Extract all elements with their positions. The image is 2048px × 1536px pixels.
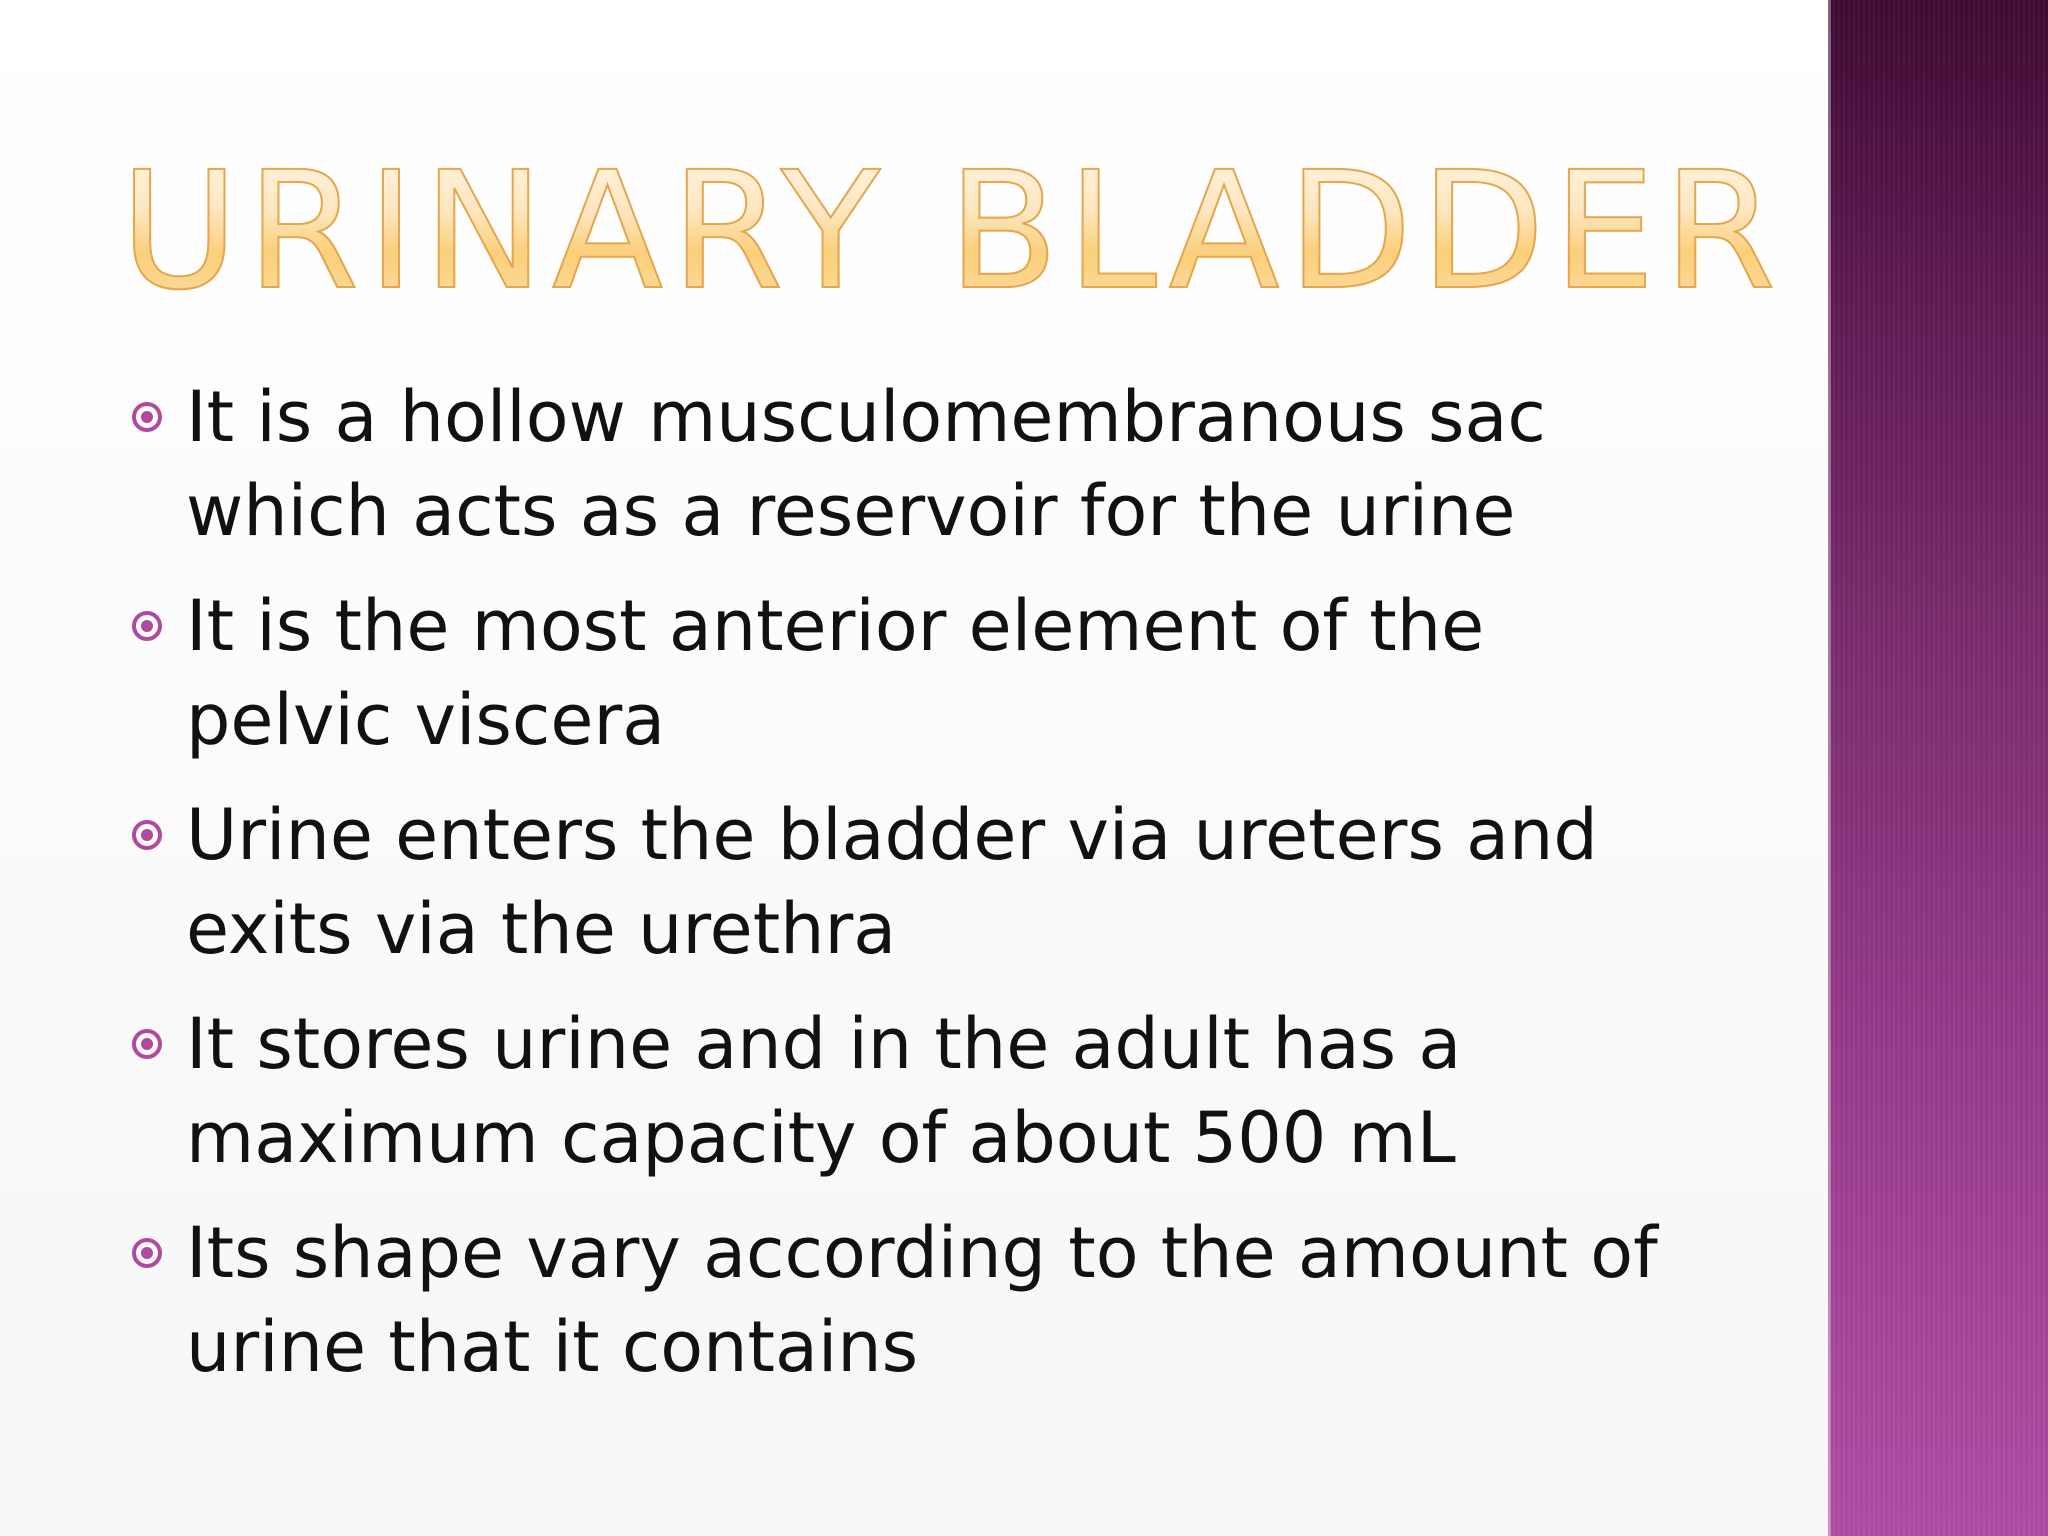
- circle-dot-bullet-icon: [132, 611, 162, 641]
- bullet-text: Urine enters the bladder via ureters and exits via the urethra: [186, 794, 1598, 970]
- bullet-text: Its shape vary according to the amount of urine that it contains: [186, 1212, 1658, 1388]
- bullet-item: [124, 997, 1684, 1185]
- bullet-item: [124, 370, 1684, 558]
- decorative-sidebar: [1828, 0, 2048, 1536]
- bullet-text: It stores urine and in the adult has a maximum capacity of about 500 mL: [186, 1003, 1462, 1179]
- circle-dot-bullet-icon: [132, 1029, 162, 1059]
- bullet-item: [124, 1206, 1684, 1394]
- slide-title: URINARY BLADDER: [120, 138, 1784, 326]
- bullet-item: [124, 788, 1684, 976]
- circle-dot-bullet-icon: [132, 820, 162, 850]
- bullet-item: [124, 579, 1684, 767]
- bullet-text: It is the most anterior element of the pelvic viscera: [186, 585, 1485, 761]
- circle-dot-bullet-icon: [132, 1238, 162, 1268]
- bullet-text: It is a hollow musculomembranous sac which acts as a reservoir for the urine: [186, 376, 1546, 552]
- circle-dot-bullet-icon: [132, 402, 162, 432]
- bullet-list: [124, 370, 1684, 1415]
